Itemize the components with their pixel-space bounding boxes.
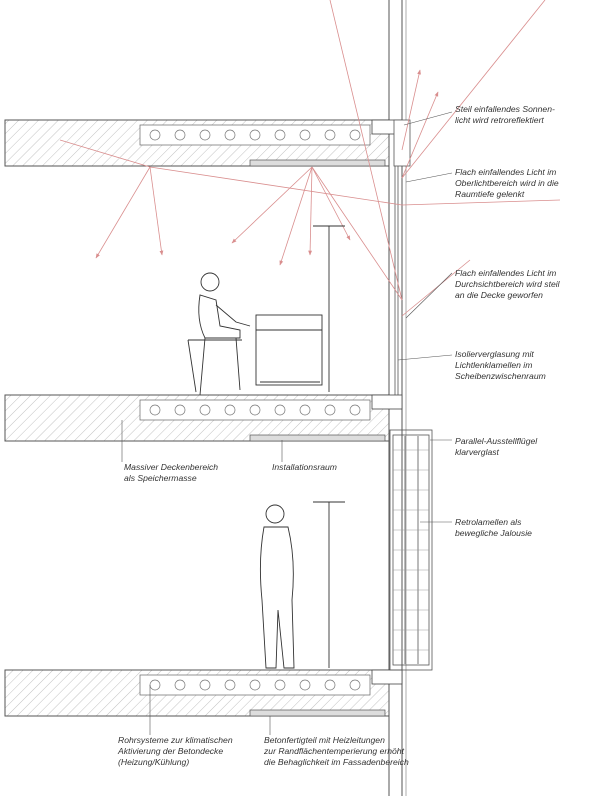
ceiling-slab-upper [5,120,402,166]
label-installation-space: Installationsraum [272,462,337,472]
label-massive-ceiling: Massiver Deckenbereich als Speichermasse [124,462,219,483]
label-pipe-systems: Rohrsysteme zur klimatischen Aktivierung der Betondecke (Heizung/Kühlung) [118,735,233,767]
label-flat-upper-light: Flach einfallendes Licht im Oberlichtbereich wird in die Raumtiefe gelenkt [455,167,559,199]
retro-louvres [393,450,429,650]
seated-person-figure [188,273,322,395]
label-steep-light: Steil einfallendes Sonnen- licht wird retroreflektiert [455,104,555,125]
label-precast-part: Betonfertigteil mit Heizleitungen zur Randflächentemperierung erhöht die Behaglichkeit im Fassadenbereich [264,735,409,767]
label-parallel-sash: Parallel-Ausstellflügel klarverglast [455,436,538,457]
label-flat-view-light: Flach einfallendes Licht im Durchsichtbereich wird steil an die Decke geworfen [455,268,560,300]
ceiling-slab-lower [5,670,402,716]
ceiling-slab-middle [5,395,402,441]
label-insulating-glass: Isolierverglasung mit Lichtlenklamellen im Scheibenzwischenraum [455,349,546,381]
standing-person-figure [260,505,294,668]
label-retro-louvres: Retrolamellen als bewegliche Jalousie [455,517,532,538]
floor-lamp-lower [313,502,345,668]
